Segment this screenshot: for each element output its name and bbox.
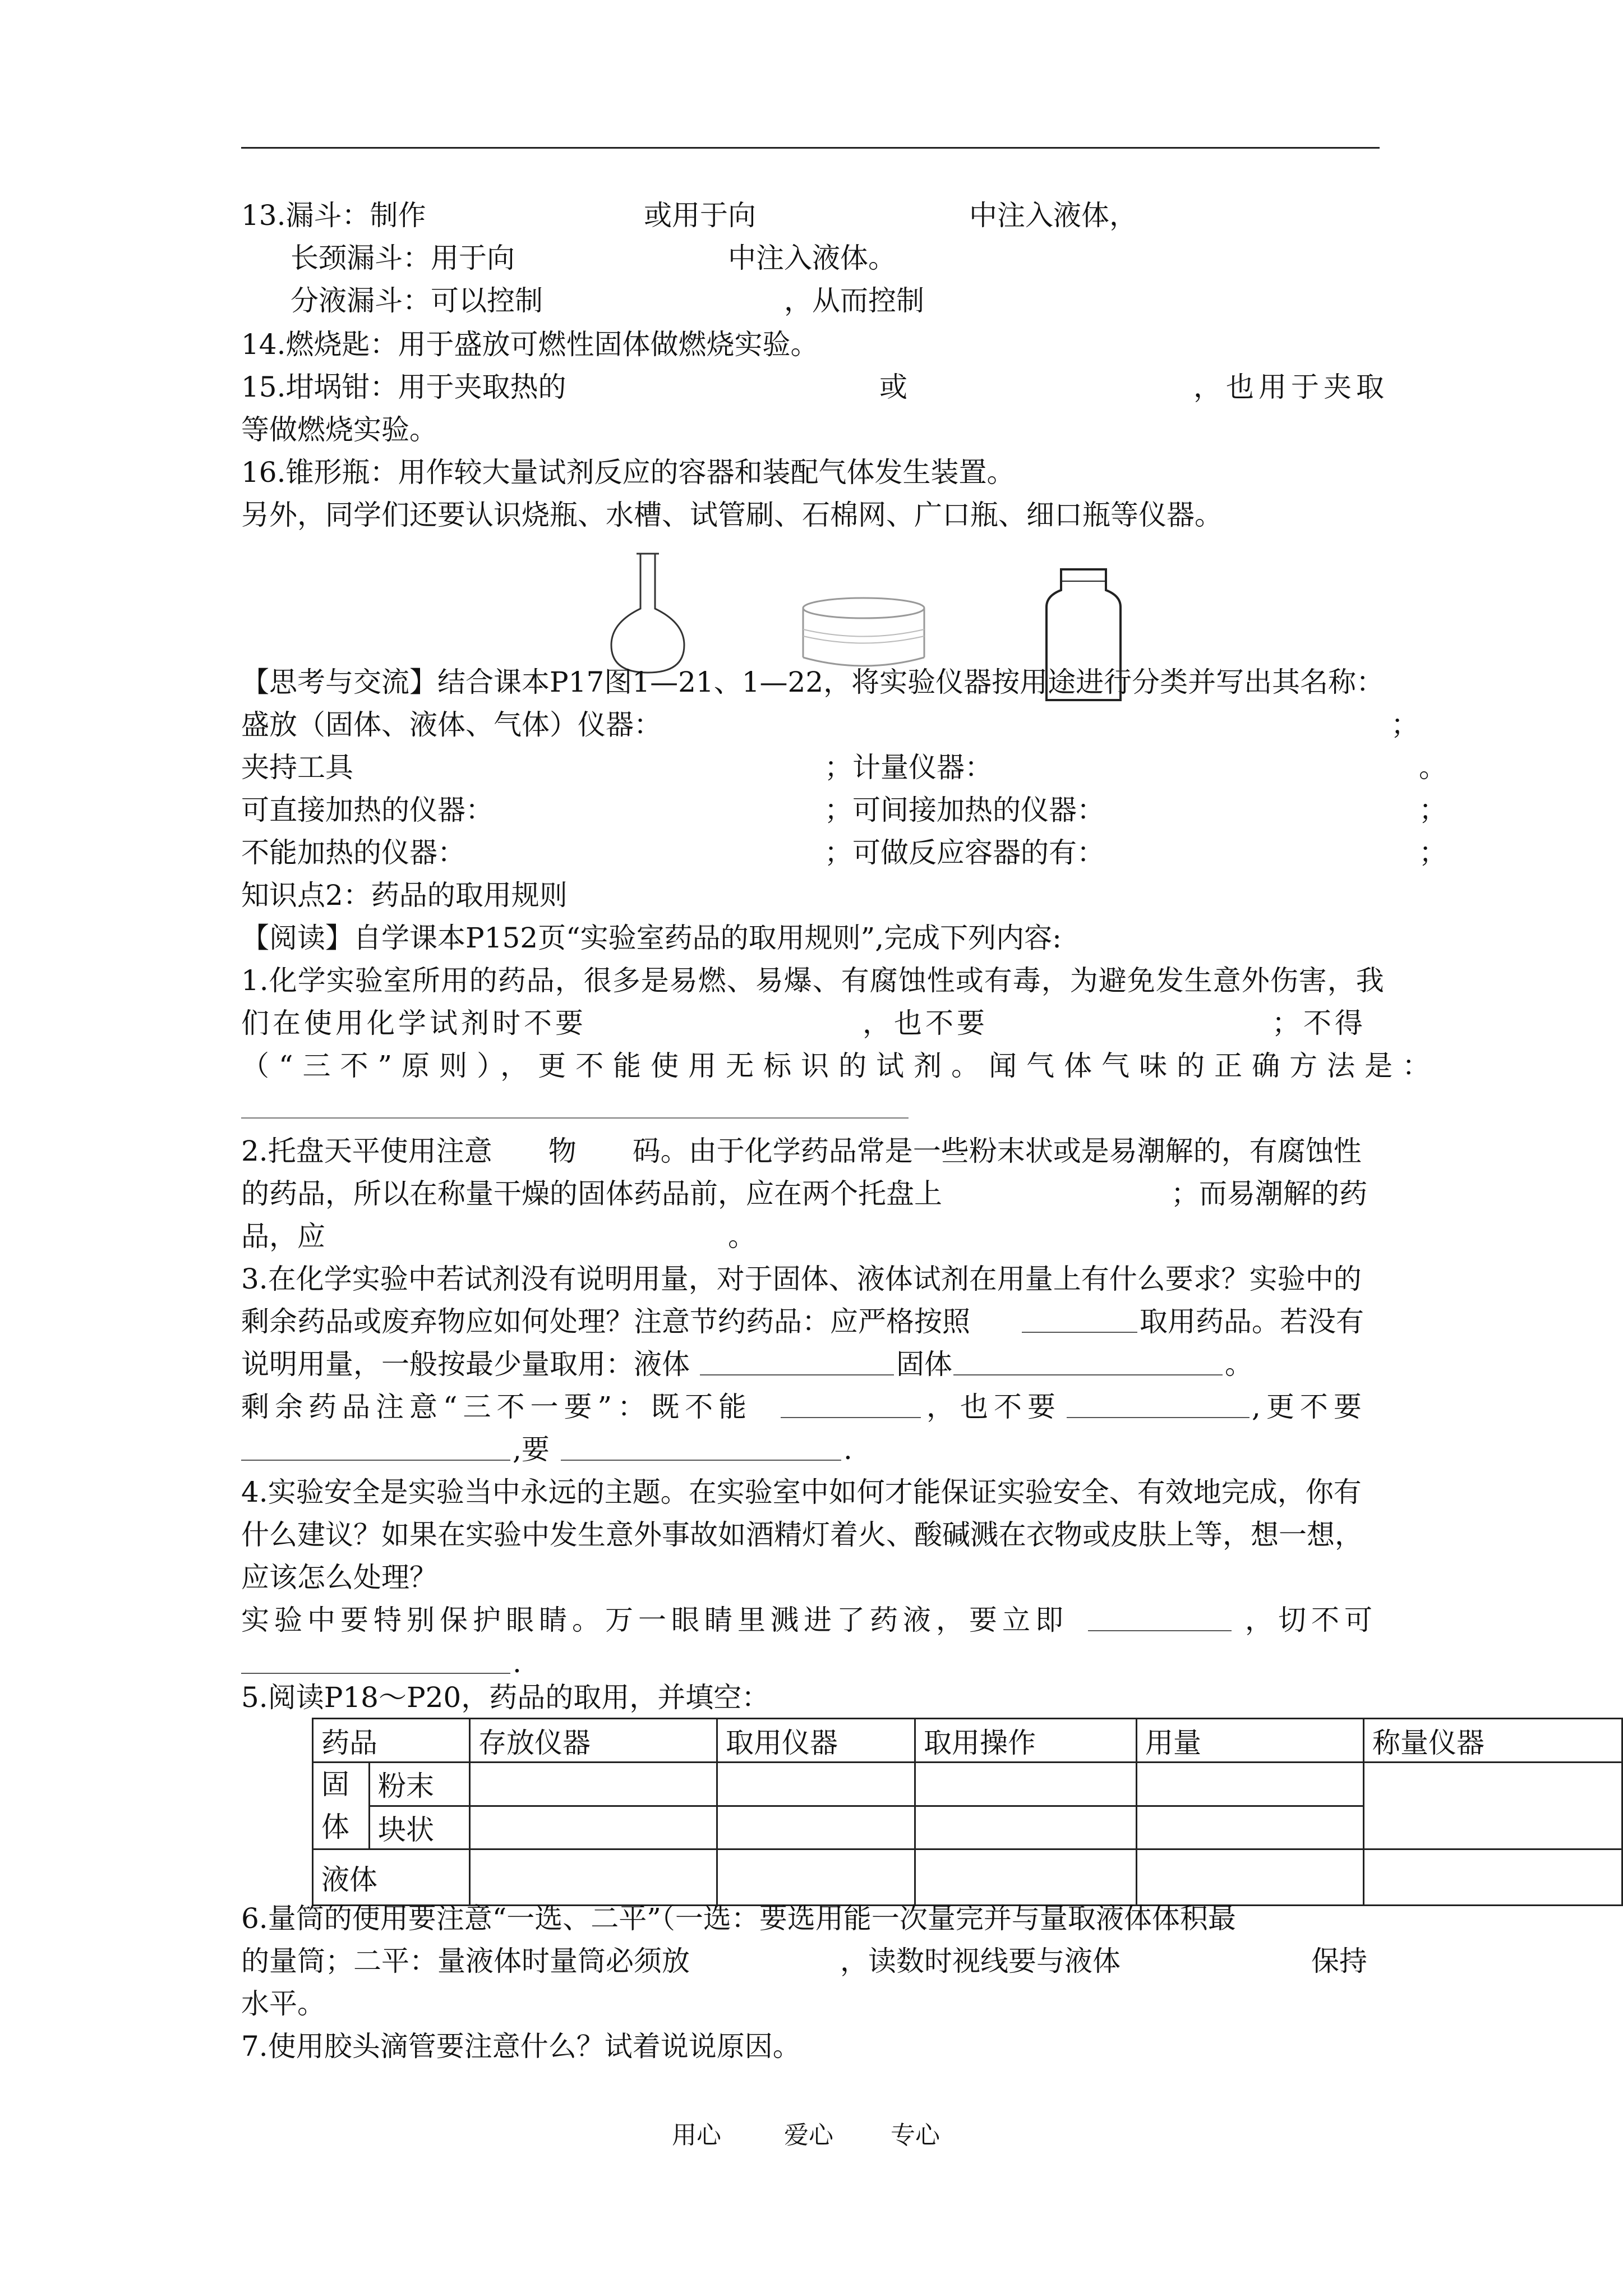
item13-text-a: 13.漏斗：制作 (241, 199, 426, 232)
header-tool: 取用仪器 (717, 1719, 915, 1763)
item13-text-e: 中注入液体。 (728, 242, 896, 274)
flask-icon (606, 553, 690, 676)
footer-text-2: 爱心 (784, 2121, 833, 2150)
q3-line3-b: 固体 (896, 1348, 952, 1381)
q1-line3: （“三不”原则），更不能使用无标识的试剂。闻气体气味的正确方法是： (241, 1050, 1440, 1082)
solid-label (313, 1763, 370, 1849)
category-direct-heat: 可直接加热的仪器： (241, 794, 494, 826)
header-weighing: 称量仪器 (1364, 1719, 1622, 1763)
item15-d: 等做燃烧实验。 (241, 413, 437, 446)
q1-line1: 1.化学实验室所用的药品，很多是易燃、易爆、有腐蚀性或有毒，为避免发生意外伤害，我 (241, 964, 1385, 997)
table-row (313, 1849, 1622, 1906)
header-operation: 取用操作 (915, 1719, 1137, 1763)
table-header-row (313, 1719, 1622, 1763)
q1-line2-c: ；不得 (1272, 1007, 1366, 1039)
q3-line5-a: ,要 (513, 1433, 550, 1466)
table-cell[interactable] (717, 1763, 915, 1806)
item13-text-g: ，从而控制 (784, 284, 924, 317)
q6-line2-b: ，读数时视线要与液体 (840, 1945, 1121, 1977)
table-cell[interactable] (717, 1849, 915, 1906)
table-cell[interactable] (1364, 1849, 1622, 1906)
table-cell[interactable] (717, 1806, 915, 1849)
q4-line2: 什么建议？如果在实验中发生意外事故如酒精灯着火、酸碱溅在衣物或皮肤上等，想一想， (241, 1519, 1363, 1551)
q3-blank-cannot (781, 1417, 921, 1418)
category-indirect-heat-end: ； (1419, 794, 1447, 826)
think-discuss-heading: 【思考与交流】结合课本P17图1—21、1—22，将实验仪器按用途进行分类并写出其名称： (241, 666, 1385, 698)
q2-line2-b: ；而易潮解的药 (1171, 1177, 1367, 1210)
table-cell[interactable] (915, 1806, 1137, 1849)
item13-text-b: 或用于向 (644, 199, 756, 232)
q4-blank-immediately (1088, 1630, 1232, 1631)
q3-line3-a: 说明用量，一般按最少量取用：液体 (241, 1348, 690, 1381)
table-row (313, 1763, 1622, 1806)
q3-line4-b: ，也不要 (926, 1391, 1061, 1423)
q6-line2-a: 的量筒；二平：量液体时量筒必须放 (241, 1945, 690, 1977)
category-container-end: ； (1391, 708, 1419, 741)
q6-line1: 6.量筒的使用要注意“一选、二平”（一选：要选用能一次量完并与量取液体体积最 (241, 1902, 1236, 1935)
q2-line2-a: 的药品，所以在称量干燥的固体药品前，应在两个托盘上 (241, 1177, 942, 1210)
q2-line3-a: 品，应 (241, 1220, 325, 1253)
q3-blank-liquid (700, 1374, 894, 1375)
footer-text-1: 用心 (672, 2121, 721, 2150)
item13-text-c: 中注入液体， (969, 199, 1137, 232)
q1-line2-b: ，也不要 (863, 1007, 988, 1039)
q3-line3-c: 。 (1225, 1348, 1253, 1381)
category-indirect-heat: ；可间接加热的仪器： (824, 794, 1105, 826)
q3-line5-b: . (843, 1433, 852, 1466)
item13-separatory-funnel: 分液漏斗：可以控制 (291, 284, 543, 317)
category-measuring: ；计量仪器： (824, 751, 993, 784)
header-drug: 药品 (313, 1719, 470, 1763)
table-cell[interactable] (470, 1849, 717, 1906)
q6-line3: 水平。 (241, 1987, 325, 2020)
reading-heading: 【阅读】自学课本P152页“实验室药品的取用规则”,完成下列内容: (241, 922, 1062, 954)
knowledge-point-2: 知识点2：药品的取用规则 (241, 879, 568, 912)
item15-b: 或 (879, 371, 907, 403)
q3-line2-a: 剩余药品或废弃物应如何处理？注意节约药品：应严格按照 (241, 1305, 970, 1338)
category-holding-tools: 夹持工具 (241, 751, 353, 784)
q7: 7.使用胶头滴管要注意什么？试着说说原因。 (241, 2030, 801, 2063)
q3-blank-nor (1067, 1417, 1249, 1418)
drug-usage-table (312, 1718, 1623, 1906)
table-cell[interactable] (1137, 1806, 1364, 1849)
category-reaction-vessel-end: ； (1419, 836, 1447, 869)
footer-text-3: 专心 (891, 2121, 940, 2150)
q2-line1: 2.托盘天平使用注意 物 码。由于化学药品常是一些粉末状或是易潮解的，有腐蚀性 (241, 1135, 1362, 1167)
q3-blank-never (241, 1460, 510, 1461)
q3-line4-c: ,更不要 (1252, 1391, 1367, 1423)
header-amount: 用量 (1137, 1719, 1364, 1763)
q2-line3-b: 。 (728, 1220, 756, 1253)
q1-line2-a: 们在使用化学试剂时不要 (241, 1007, 587, 1039)
header-rule (241, 147, 1380, 149)
item-other-instruments: 另外，同学们还要认识烧瓶、水槽、试管刷、石棉网、广口瓶、细口瓶等仪器。 (241, 499, 1223, 531)
q1-smell-method-blank (241, 1117, 909, 1119)
q6-line2-c: 保持 (1311, 1945, 1367, 1977)
table-cell[interactable] (915, 1763, 1137, 1806)
q3-line2-b: 取用药品。若没有 (1140, 1305, 1364, 1338)
row-liquid-label: 液体 (313, 1849, 470, 1906)
q5-heading: 5.阅读P18～P20，药品的取用，并填空： (241, 1681, 770, 1714)
water-trough-icon (799, 596, 928, 674)
table-cell[interactable] (1137, 1849, 1364, 1906)
q3-blank-must (561, 1460, 841, 1461)
header-storage: 存放仪器 (470, 1719, 717, 1763)
item13-long-funnel: 长颈漏斗：用于向 (291, 242, 515, 274)
table-cell[interactable] (470, 1806, 717, 1849)
item15-c: ，也用于夹取 (1193, 371, 1389, 403)
q4-line4-b: ，切不可 (1245, 1604, 1377, 1636)
table-cell[interactable] (470, 1763, 717, 1806)
table-cell[interactable] (1364, 1763, 1622, 1849)
table-cell[interactable] (915, 1849, 1137, 1906)
item16: 16.锥形瓶：用作较大量试剂反应的容器和装配气体发生装置。 (241, 456, 1015, 489)
item14: 14.燃烧匙：用于盛放可燃性固体做燃烧实验。 (241, 328, 819, 361)
solid-label-2: 体 (321, 1811, 349, 1843)
q3-line1: 3.在化学实验中若试剂没有说明用量，对于固体、液体试剂在用量上有什么要求？实验中的 (241, 1263, 1362, 1295)
item13-line1 (241, 199, 426, 232)
q4-blank-never (241, 1673, 510, 1674)
solid-label-1: 固 (321, 1768, 349, 1801)
q3-line4-a: 剩余药品注意“三不一要”：既不能 (241, 1391, 753, 1423)
q4-line3: 应该怎么处理？ (241, 1561, 437, 1594)
category-reaction-vessel: ；可做反应容器的有： (824, 836, 1105, 869)
category-measuring-end: 。 (1419, 751, 1447, 784)
q4-line4-a: 实验中要特别保护眼睛。万一眼睛里溅进了药液，要立即 (241, 1604, 1068, 1636)
item15-a: 15.坩埚钳：用于夹取热的 (241, 371, 566, 403)
q4-line5: . (513, 1646, 522, 1679)
category-container: 盛放（固体、液体、气体）仪器： (241, 708, 662, 741)
row-powder-label: 粉末 (370, 1763, 470, 1806)
q4-line1: 4.实验安全是实验当中永远的主题。在实验室中如何才能保证实验安全、有效地完成，你有 (241, 1476, 1362, 1508)
q3-blank-solid (953, 1374, 1223, 1375)
table-cell[interactable] (1137, 1763, 1364, 1806)
q3-blank-standard (1022, 1332, 1137, 1333)
category-no-heat: 不能加热的仪器： (241, 836, 465, 869)
row-lump-label: 块状 (370, 1806, 470, 1849)
